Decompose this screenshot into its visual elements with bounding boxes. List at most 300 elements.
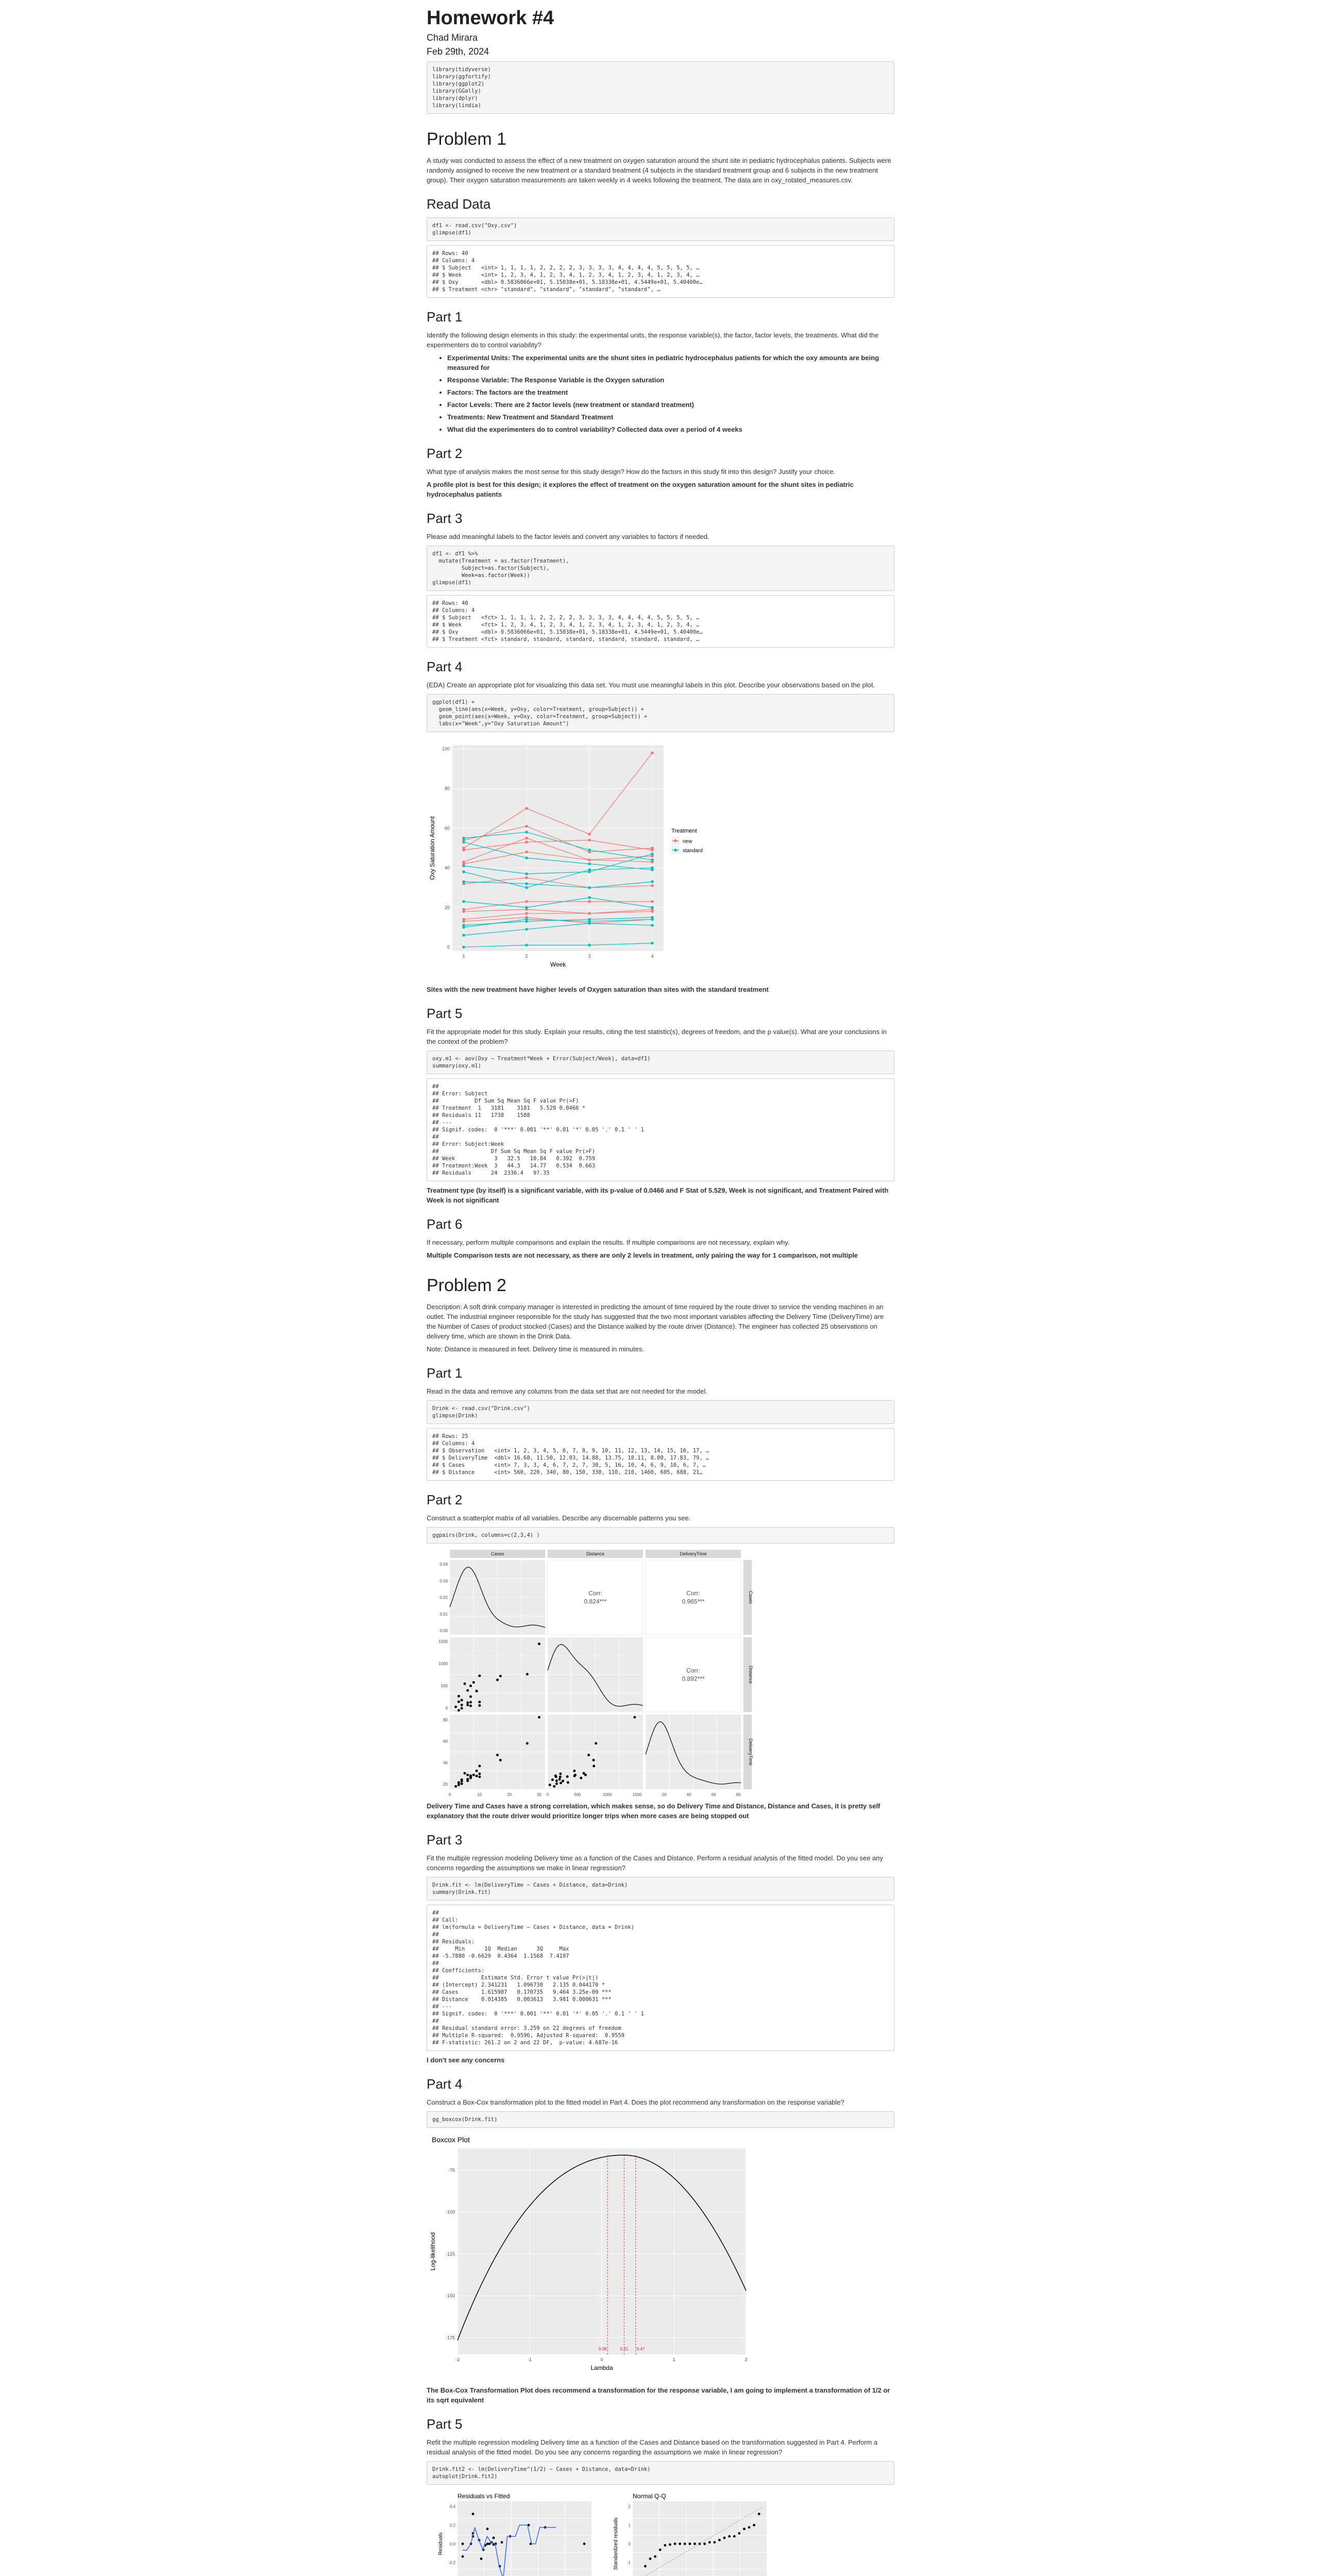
p1-part4-heading: Part 4 [427,659,463,674]
scatter-point [469,1701,472,1703]
p1-part5-question: Fit the appropriate model for this study. Explain your results, citing the test statistic(s), degrees of freedom, and the p value(s). What are your conclusions in the context of the problem? [427,1028,887,1045]
x-tick-label: 20 [662,1792,667,1796]
scatter-point [463,1772,466,1774]
standard-point [651,880,654,884]
lib-line: library(dplyr) [432,95,478,101]
scatter-point [551,1778,554,1781]
y-tick-label: 1 [628,2523,631,2528]
pairs-plot-svg [427,1549,767,1796]
scatter-point [496,1754,499,1756]
scatter-point [499,1675,502,1677]
corr-value: 0.892*** [682,1675,705,1683]
new-point [588,912,591,915]
p1-part2-answer: A profile plot is best for this design; it explores the effect of treatment on the oxygen saturation amount for the shunt sites in pediatric hydrocephalus patients [427,481,854,498]
plot-title: Boxcox Plot [432,2136,470,2144]
y-tick-label: 0.00 [439,1629,448,1633]
p1-part6-question: If necessary, perform multiple comparisons and explain the results. If multiple comparisons are not necessary, explain why. [427,1239,790,1246]
scatter-point [461,1707,463,1709]
scatter-point [469,1774,472,1777]
scatter-point [466,1778,469,1781]
y-tick-label: -0.2 [448,2560,455,2565]
scatter-point [466,1701,469,1704]
y-tick-label: -100 [445,2209,455,2215]
standard-point [588,869,591,872]
new-point [525,837,528,840]
p1-part5-output: ## ## Error: Subject ## Df Sum Sq Mean Sq F value Pr(>F) ## Treatment 1 3181 3181 5.529 0.0466 * ## Residuals 11 1738 1588 ## --- ## Signif. codes: 0 '***' 0.001 '**' 0.01 '*' 0.05 '.' 0.1 ' ' 1 ## ## Error: Subject:Week ## Df Sum Sq Mean Sq F value Pr(>F) ## Week 3 32.5 10.84 0.392 0.759 ## Treatment:Week 3 44.3 14.77 0.534 0.663 ## Residuals 24 2336.4 97.35 [427,1078,894,1181]
new-point [525,807,528,810]
p2-part1-code: Drink <- read.csv("Drink.csv") glimpse(Drink) [427,1400,894,1424]
new-point [525,841,528,844]
scatter-point [472,1681,475,1684]
x-tick-label: 2 [745,2357,748,2362]
lib-line: library(ggplot2) [432,81,485,87]
problem1-heading: Problem 1 [427,129,506,149]
scatter-point [595,1742,597,1744]
p1-part1-heading: Part 1 [427,309,463,325]
diag-y-title: Residuals [438,2532,444,2555]
diag-title: Residuals vs Fitted [458,2493,510,2500]
p2-part5-heading: Part 5 [427,2416,463,2432]
diag-point [669,2544,671,2546]
standard-point [525,886,528,889]
p2-part3-question: Fit the multiple regression modeling Delivery time as a function of the Cases and Distance. Perform a residual analysis of the fitted model. Do you see any concerns regarding the assumptions we make in linear regression? [427,1854,883,1872]
p2-part2-question: Construct a scatterplot matrix of all variables. Describe any discernable patterns you see. [427,1514,691,1522]
y-tick-label: 40 [444,865,450,871]
standard-point [525,944,528,947]
p2-part3-answer: I don't see any concerns [427,2056,505,2064]
scatter-point [478,1765,481,1767]
problem2-heading: Problem 2 [427,1276,506,1295]
p2-part3-output: ## ## Call: ## lm(formula = DeliveryTime ~ Cases + Distance, data = Drink) ## ## Residuals: ## Min 1Q Median 3Q Max ## -5.7880 -0.6629 0.4364 1.1568 7.4197 ## ## Coefficients: ## Estimate Std. Error t value Pr(>|t|) ## (Intercept) 2.341231 1.096730 2.135 0.044170 * ## Cases 1.615907 0.170735 9.464 3.25e-09 *** ## Distance 0.014385 0.003613 3.981 0.000631 *** ## --- ## Signif. codes: 0 '***' 0.001 '**' 0.01 '*' 0.05 '.' 0.1 ' ' 1 ## ## Residual standard error: 3.259 on 22 degrees of freedom ## Multiple R-squared: 0.9596, Adjusted R-squared: 0.9559 ## F-statistic: 261.2 on 2 and 22 DF, p-value: 4.687e-16 [427,1905,894,2051]
profile-plot [427,737,894,979]
y-tick-label: 20 [444,905,450,910]
lib-line: library(GGally) [432,88,481,94]
scatter-point [562,1780,564,1782]
scatter-point [573,1775,576,1777]
y-tick-label: 0.4 [449,2504,455,2509]
list-item: • Experimental Units: The experimental units are the shunt sites in pediatric hydrocephalus patients for which the oxy amounts are being measured for [447,353,894,372]
scatter-point [472,1774,475,1776]
y-tick-label: 1500 [438,1639,448,1644]
diag-point [501,2541,503,2544]
diagnostic-plots [427,2490,894,2576]
scatter-point [461,1704,463,1706]
scatter-point [458,1781,460,1784]
p1-part6-heading: Part 6 [427,1216,463,1232]
lambda-label: 0.08 [598,2347,607,2351]
x-tick-label: 0 [448,1792,451,1796]
corr-value: 0.824*** [584,1598,607,1605]
design-elements-list [427,353,894,434]
standard-point [525,872,528,875]
x-tick-label: 10 [477,1792,482,1796]
diag-point [753,2524,755,2527]
standard-point [462,934,465,937]
list-item: • Factor Levels: There are 2 factor levels (new treatment or standard treatment) [447,400,894,410]
diag-point [644,2565,647,2568]
diag-point [674,2543,677,2545]
scatter-point [549,1784,551,1786]
scatter-point [469,1705,472,1707]
scatter-point [555,1780,558,1782]
scatter-point [560,1782,562,1784]
p1-part4-question: (EDA) Create an appropriate plot for visualizing this data set. You must use meaningful labels in this plot. Describe your observations based on the plot. [427,681,875,689]
corr-label: Corr: [686,1589,700,1597]
standard-point [525,928,528,931]
scatter-point [584,1774,587,1776]
y-axis-title: Log-likelihood [429,2232,436,2271]
p2-part2-code: ggpairs(Drink, columns=c(2,3,4) ) [427,1527,894,1544]
p1-part4-answer: Sites with the new treatment have higher levels of Oxygen saturation than sites with the standard treatment [427,986,769,993]
x-axis-title: Week [550,961,566,968]
p2-part4-answer: The Box-Cox Transformation Plot does recommend a transformation for the response variable, I am going to implement a transformation of 1/2 or its sqrt equivalent [427,2386,890,2404]
scatter-point [559,1775,562,1778]
p2-part2-heading: Part 2 [427,1492,463,1507]
x-tick-label: 40 [686,1792,691,1796]
y-tick-label: 0 [628,2541,631,2547]
scatter-point [526,1673,529,1675]
standard-point [651,924,654,927]
scatter-point [566,1775,569,1778]
scatter-point [478,1674,481,1677]
y-tick-label: 0.04 [439,1562,448,1567]
x-tick-label: -1 [527,2357,532,2362]
standard-point [525,856,528,859]
scatter-point [458,1701,460,1703]
y-tick-label: 1000 [438,1662,448,1666]
standard-point [651,858,654,861]
diag-point [738,2532,740,2535]
diag-point [684,2543,686,2545]
corr-label: Corr: [588,1589,602,1597]
standard-point [462,946,465,949]
scatter-point [469,1696,472,1698]
diag-point [486,2543,489,2545]
list-item: • Treatments: New Treatment and Standard Treatment [447,412,894,422]
p2-part3-code: Drink.fit <- lm(DeliveryTime ~ Cases + Distance, data=Drink) summary(Drink.fit) [427,1877,894,1901]
legend-point [674,849,677,852]
scatter-point [476,1690,478,1692]
scatter-point [538,1642,540,1645]
x-tick-label: 500 [574,1792,581,1796]
p1-part1-question: Identify the following design elements in this study: the experimental units, the response variable(s), the factor, factor levels, the treatments. What did the experimenters do to control variability? [427,331,879,349]
y-tick-label: -75 [448,2167,455,2173]
x-tick-label: 2 [525,954,528,959]
y-tick-label: 0.01 [439,1612,448,1617]
diagnostic-plots-svg [427,2490,787,2576]
library-code-block [427,61,894,114]
x-axis-title: Lambda [590,2364,613,2371]
lib-line: library(tidyverse) [432,66,491,73]
scatter-point [538,1716,540,1719]
scatter-point [466,1689,469,1692]
y-tick-label: 80 [443,1718,448,1722]
diag-point [583,2543,586,2545]
read-data-heading: Read Data [427,196,491,212]
scatter-point [496,1679,499,1681]
scatter-point [476,1775,478,1777]
diag-panel [458,2501,591,2576]
x-tick-label: 20 [507,1792,512,1796]
scatter-point [461,1780,463,1782]
pairs-plot [427,1549,894,1796]
corr-value: 0.965*** [682,1598,705,1605]
list-item: • What did the experimenters do to control variability? Collected data over a period of 4 weeks [447,425,894,434]
lambda-label: 0.31 [620,2347,629,2351]
legend-label: new [683,839,692,844]
y-tick-label: 60 [444,825,450,831]
standard-point [588,886,591,889]
standard-point [462,900,465,903]
p2-part1-question: Read in the data and remove any columns from the data set that are not needed for the model. [427,1387,707,1395]
y-tick-label: 60 [443,1739,448,1744]
y-tick-label: 500 [441,1684,448,1688]
diag-point [733,2535,736,2538]
y-tick-label: -175 [445,2335,455,2341]
standard-point [651,853,654,856]
boxcox-plot-svg [427,2133,767,2380]
scatter-point [461,1699,463,1701]
lambda-label: 0.47 [636,2347,645,2351]
p2-part4-question: Construct a Box-Cox transformation plot to the fitted model in Part 4. Does the plot recommend any transformation on the response variable? [427,2098,844,2106]
diag-point [694,2543,696,2545]
corr-panel [548,1560,643,1635]
scatter-point [466,1704,469,1706]
scatter-point [587,1754,590,1756]
p2-part1-output: ## Rows: 25 ## Columns: 4 ## $ Observation <int> 1, 2, 3, 4, 5, 6, 7, 8, 9, 10, 11, 12, 13, 14, 15, 16, 17, … ## $ DeliveryTime <dbl> 16.68, 11.50, 12.03, 14.88, 13.75, 18.11, 8.00, 17.83, 79, … ## $ Cases <int> 7, 3, 3, 4, 6, 7, 2, 7, 30, 5, 16, 10, 4, 6, 9, 10, 6, 7, … ## $ Distance <int> 560, 220, 340, 80, 150, 330, 110, 210, 1460, 605, 688, 21… [427,1428,894,1481]
p1-part3-question: Please add meaningful labels to the factor levels and convert any variables to factors if needed. [427,533,709,540]
standard-point [462,841,465,844]
standard-point [651,942,654,945]
new-point [651,846,654,850]
new-point [462,910,465,913]
report [427,0,894,2576]
read-data-output: ## Rows: 40 ## Columns: 4 ## $ Subject <int> 1, 1, 1, 1, 2, 2, 2, 2, 3, 3, 3, 3, 4, 4, 4, 4, 5, 5, 5, 5, … ## $ Week <int> 1, 2, 3, 4, 1, 2, 3, 4, 1, 2, 3, 4, 1, 2, 3, 4, 1, 2, 3, 4, … ## $ Oxy <dbl> 0.5836066e+01, 5.15038e+01, 5.18338e+01, 4.5449e+01, 5.40400e… ## $ Treatment <chr> "standard", "standard", "standard", "standard", … [427,245,894,298]
scatter-point [469,1685,472,1687]
diag-point [688,2543,691,2545]
diag-point [462,2555,464,2558]
new-point [525,825,528,828]
new-point [588,858,591,861]
standard-point [525,906,528,909]
y-tick-label: 100 [442,746,450,752]
scatter-point [478,1704,481,1707]
diag-y-title: Standardized residuals [613,2517,619,2570]
standard-point [525,920,528,923]
diag-point [743,2528,746,2530]
scatter-point [499,1759,502,1761]
y-tick-label: -1 [627,2560,631,2565]
list-item: • Factors: The factors are the treatment [447,387,894,397]
p2-part5-question: Refit the multiple regression modeling Delivery time as a function of the Cases and Distance based on the transformation suggested in Part 4. Perform a residual analysis of the fitted model. Do you see any concerns regarding the assumptions we make in linear regression? [427,2438,878,2456]
new-point [651,884,654,887]
x-tick-label: 0 [600,2357,603,2362]
y-tick-label: 0.02 [439,1595,448,1600]
x-tick-label: 3 [588,954,591,959]
date: Feb 29th, 2024 [427,46,489,57]
standard-point [462,880,465,884]
new-point [462,860,465,863]
lib-line: library(lindia) [432,103,481,109]
standard-point [588,918,591,921]
standard-point [651,916,654,919]
standard-point [588,849,591,852]
y-tick-label: 0.2 [449,2523,455,2528]
legend-label: standard [683,848,703,854]
p2-part2-answer: Delivery Time and Cases have a strong correlation, which makes sense, so do Delivery Time and Distance, Distance and Cases, it is pretty self explanatory that the route driver would prioritize longer trips when more cases are being stopped out [427,1802,881,1820]
new-point [525,912,528,915]
standard-point [588,922,591,925]
standard-point [651,906,654,909]
problem2-note: Note: Distance is measured in feet. Delivery time is measured in minutes. [427,1345,644,1353]
x-tick-label: 0 [546,1792,549,1796]
scatter-point [458,1695,460,1698]
p1-part5-code: oxy.m1 <- aov(Oxy ~ Treatment*Week + Error(Subject/Week), data=df1) summary(oxy.m1) [427,1050,894,1074]
scatter-point [454,1785,457,1788]
scatter-point [458,1784,460,1786]
scatter-point [478,1775,481,1778]
boxcox-plot [427,2133,894,2380]
diag-point [654,2555,656,2558]
new-point [462,918,465,921]
row-strip-label: DeliveryTime [748,1738,753,1766]
scatter-point [555,1783,558,1785]
scatter-point [593,1765,595,1767]
diag-title: Normal Q-Q [633,2493,666,2500]
standard-point [525,831,528,834]
standard-point [462,870,465,873]
y-tick-label: 0.0 [449,2541,455,2547]
problem2-description: Description: A soft drink company manager is interested in predicting the amount of time required by the route driver to service the vending machines in an outlet. The industrial engineer responsible for the study has suggested that the two most important variables affecting the Delivery Time (DeliveryTime) are the Number of Cases of product stocked (Cases) and the Distance walked by the route driver (Distance). The engineer has collected 25 observations on delivery time, which are shown in the Drink Data. [427,1303,884,1340]
scatter-point [476,1770,478,1772]
standard-point [462,865,465,868]
scatter-point [567,1781,569,1784]
scatter-point [478,1701,481,1703]
diag-point [493,2537,495,2539]
column-strip-label: DeliveryTime [680,1551,707,1556]
x-tick-label: 4 [651,954,654,959]
p1-part3-code: df1 <- df1 %>% mutate(Treatment = as.factor(Treatment), Subject=as.factor(Subject), Week=as.factor(Week)) glimpse(df1) [427,546,894,591]
new-point [462,849,465,852]
column-strip-label: Distance [586,1551,605,1556]
p1-part5-answer: Treatment type (by itself) is a significant variable, with its p-value of 0.0466 and F Stat of 5.529, Week is not significant, and Treatment Paired with Week is not significant [427,1187,889,1204]
x-tick-label: -2 [455,2357,460,2362]
x-tick-label: 60 [711,1792,716,1796]
diag-point [703,2543,706,2545]
new-point [588,839,591,842]
scatter-point [573,1770,576,1772]
diag-point [723,2537,726,2539]
diag-point [472,2513,475,2515]
standard-point [651,867,654,870]
standard-point [588,896,591,899]
diag-point [708,2541,711,2544]
new-point [525,851,528,854]
p2-part3-heading: Part 3 [427,1832,463,1848]
scatter-point [461,1783,463,1785]
p1-part6-answer: Multiple Comparison tests are not necessary, as there are only 2 levels in treatment, only pairing the way for 1 comparison, not multiple [427,1251,858,1259]
p2-part5-code: Drink.fit2 <- lm(DeliveryTime^(1/2) ~ Cases + Distance, data=Drink) autoplot(Drink.fit2) [427,2461,894,2485]
standard-point [462,924,465,927]
x-tick-label: 30 [536,1792,542,1796]
standard-point [588,862,591,866]
row-strip-label: Distance [748,1665,753,1684]
p2-part4-code: gg_boxcox(Drink.fit) [427,2111,894,2128]
diag-point [480,2557,483,2560]
diag-point [486,2528,489,2530]
y-tick-label: 0.03 [439,1579,448,1584]
diag-point [748,2526,751,2529]
row-strip-label: Cases [748,1590,753,1604]
scatter-point [553,1785,555,1788]
new-point [588,833,591,836]
problem1-intro: A study was conducted to assess the effect of a new treatment on oxygen saturation around the shunt site in pediatric hydrocephalus patients. Subjects were randomly assigned to receive the new treatment or a standard treatment (4 subjects in the standard treatment group and 6 subjects in the new treatment group). Their oxygen saturation measurements are taken weekly in 4 weeks following the treatment. The data are in oxy_rotated_measures.csv. [427,157,891,184]
scatter-point [478,1772,481,1775]
y-tick-label: 2 [628,2504,631,2509]
p1-part5-heading: Part 5 [427,1006,463,1021]
read-data-code: df1 <- read.csv("Oxy.csv") glimpse(df1) [427,217,894,241]
scatter-point [466,1774,469,1776]
p1-part3-output: ## Rows: 40 ## Columns: 4 ## $ Subject <fct> 1, 1, 1, 1, 2, 2, 2, 2, 3, 3, 3, 3, 4, 4, 4, 4, 5, 5, 5, 5, … ## $ Week <fct> 1, 2, 3, 4, 1, 2, 3, 4, 1, 2, 3, 4, 1, 2, 3, 4, 1, 2, 3, 4, … ## $ Oxy <dbl> 0.5836066e+01, 5.15038e+01, 5.18338e+01, 4.5449e+01, 5.40400e… ## $ Treatment <fct> standard, standard, standard, standard, standard, standard, … [427,595,894,648]
y-tick-label: -125 [445,2251,455,2257]
y-tick-label: 20 [443,1782,448,1787]
corr-panel [646,1637,741,1712]
new-point [651,752,654,755]
corr-label: Corr: [686,1667,700,1674]
scatter-point [526,1742,529,1744]
diag-point [679,2543,681,2545]
column-strip-label: Cases [491,1551,504,1556]
y-axis-title: Oxy Saturation Amount [429,816,436,880]
list-item: • Response Variable: The Response Variable is the Oxygen saturation [447,375,894,385]
diag-point [664,2544,666,2547]
x-tick-label: 80 [736,1792,741,1796]
scatter-point [580,1777,582,1780]
diag-panel [633,2501,767,2576]
scatter-point [458,1709,460,1711]
x-tick-label: 1000 [602,1792,612,1796]
new-point [525,876,528,879]
new-point [588,900,591,903]
legend-title: Treatment [671,828,697,834]
diag-point [462,2543,464,2545]
p1-part2-question: What type of analysis makes the most sense for this study design? How do the factors in this study fit into this design? Justify your choice. [427,468,836,476]
p2-part1-heading: Part 1 [427,1365,463,1381]
diag-point [728,2535,731,2538]
scatter-point [559,1772,562,1775]
y-tick-label: 80 [444,786,450,791]
corr-panel [646,1560,741,1635]
p1-part4-code: ggplot(df1) + geom_line(aes(x=Week, y=Oxy, color=Treatment, group=Subject)) + geom_point(aes(x=Week, y=Oxy, color=Treatment, group=Subject)) + labs(x="Week",y="Oxy Saturation Amount") [427,694,894,732]
p1-part3-heading: Part 3 [427,511,463,526]
y-tick-label: 0 [447,944,450,950]
scatter-point [633,1716,636,1719]
lib-line: library(ggfortify) [432,74,491,80]
scatter-point [559,1778,561,1781]
diag-point [659,2549,662,2551]
new-point [525,900,528,903]
new-point [651,900,654,903]
x-tick-label: 1 [462,954,465,959]
diag-point [718,2539,721,2541]
diag-point [758,2513,760,2515]
p2-part4-heading: Part 4 [427,2076,463,2092]
diag-point [649,2557,652,2560]
x-tick-label: 1 [672,2357,675,2362]
legend-point [674,839,677,842]
scatter-point [555,1775,557,1778]
x-tick-label: 1500 [632,1792,642,1796]
